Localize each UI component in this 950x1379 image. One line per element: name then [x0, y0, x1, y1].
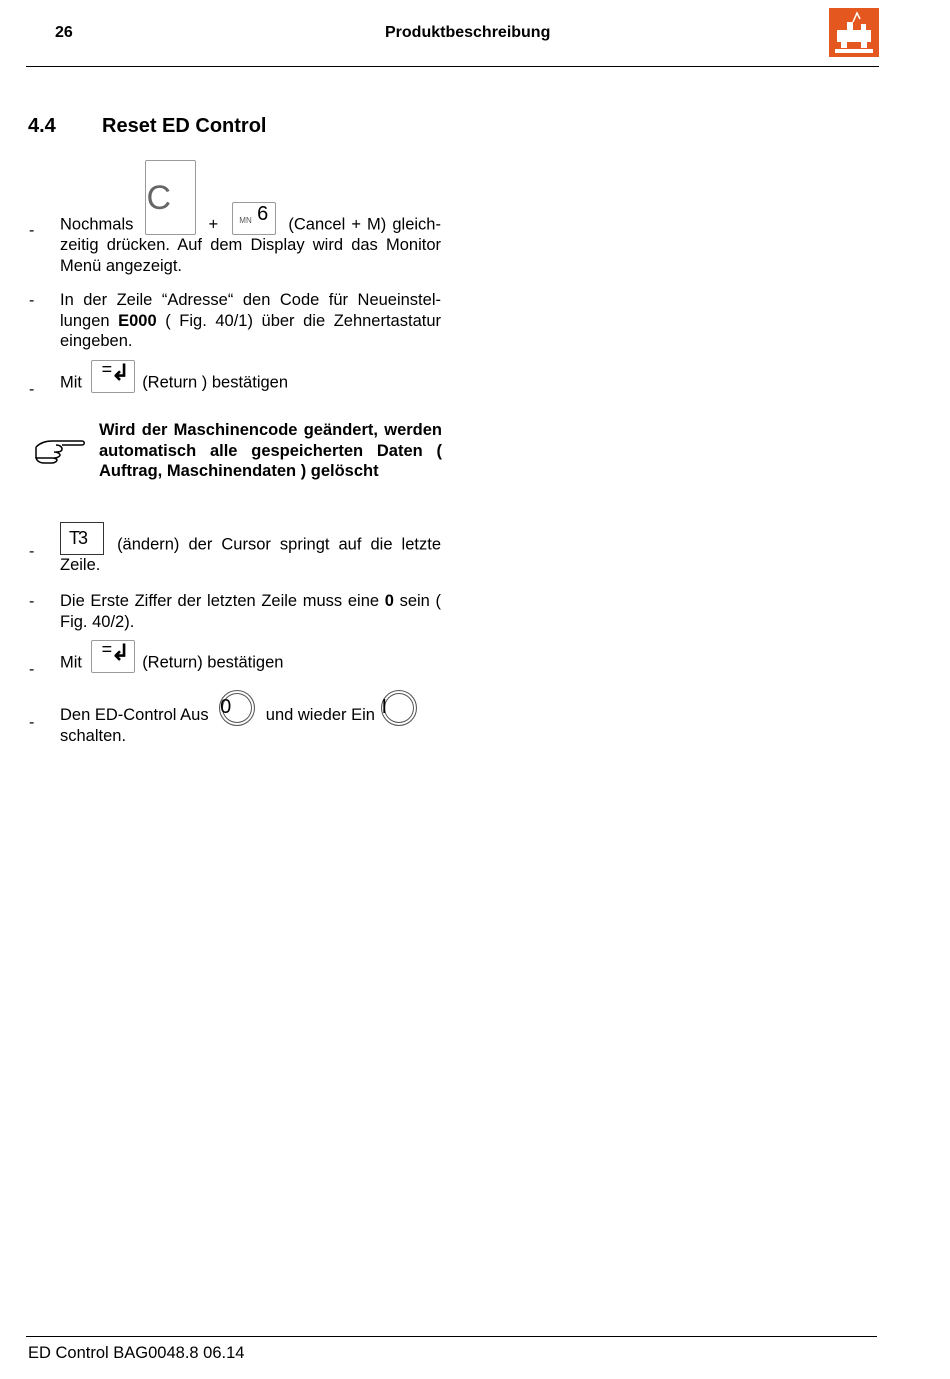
t3-key-icon: T3 — [60, 522, 104, 555]
tractor-icon — [829, 8, 879, 57]
footer-text: ED Control BAG0048.8 06.14 — [28, 1344, 245, 1362]
step-1 — [60, 160, 441, 276]
amazone-logo — [829, 8, 879, 57]
cancel-key-icon: C — [145, 160, 196, 235]
bullet: - — [29, 222, 35, 239]
return-key-icon: = ↲ — [91, 360, 135, 393]
footer-rule — [26, 1336, 877, 1337]
text: (Cancel + M) gleichzeitig drücken. Auf dem Display wird das Monitor Menü angezeigt. — [60, 215, 441, 275]
bullet: - — [29, 543, 35, 560]
text: Nochmals — [60, 215, 134, 234]
warning-note: Wird der Maschinencode geändert, werden automatisch alle gespeicherten Daten ( Auftrag, Maschinendaten ) gelöscht — [99, 421, 442, 480]
bullet: - — [29, 661, 35, 678]
step-3: Mit = ↲ (Return ) bestätigen — [60, 359, 289, 392]
bullet: - — [29, 292, 35, 309]
bullet: - — [29, 714, 35, 731]
step-2: In der Zeile “Adresse“ den Code für Neueinstellungen E000 ( Fig. 40/1) über die Zehnertastatur eingeben. — [60, 291, 442, 350]
section-title: Reset ED Control — [102, 115, 267, 137]
step-6: Mit = ↲ (Return) bestätigen — [60, 639, 284, 672]
section-number: 4.4 — [28, 115, 56, 137]
bullet: - — [29, 381, 35, 398]
step-5: Die Erste Ziffer der letzten Zeile muss eine 0 sein ( Fig. 40/2). — [60, 592, 441, 631]
step-4: T3 (ändern) der Cursor springt auf die letzte Zeile. — [60, 522, 441, 576]
header-rule — [26, 66, 879, 67]
plus: + — [208, 215, 219, 234]
bullet: - — [29, 593, 35, 610]
pointing-hand-icon — [34, 435, 88, 465]
page-number: 26 — [55, 24, 73, 41]
return-key-icon: = ↲ — [91, 640, 135, 673]
power-off-key-icon: 0 — [219, 690, 255, 726]
header-title: Produktbeschreibung — [385, 24, 551, 41]
power-on-key-icon: I — [381, 690, 417, 726]
mn-6-key-icon: MN 6 — [232, 202, 276, 235]
step-7: Den ED-Control Aus 0 und wieder Ein I schalten. — [60, 690, 441, 747]
